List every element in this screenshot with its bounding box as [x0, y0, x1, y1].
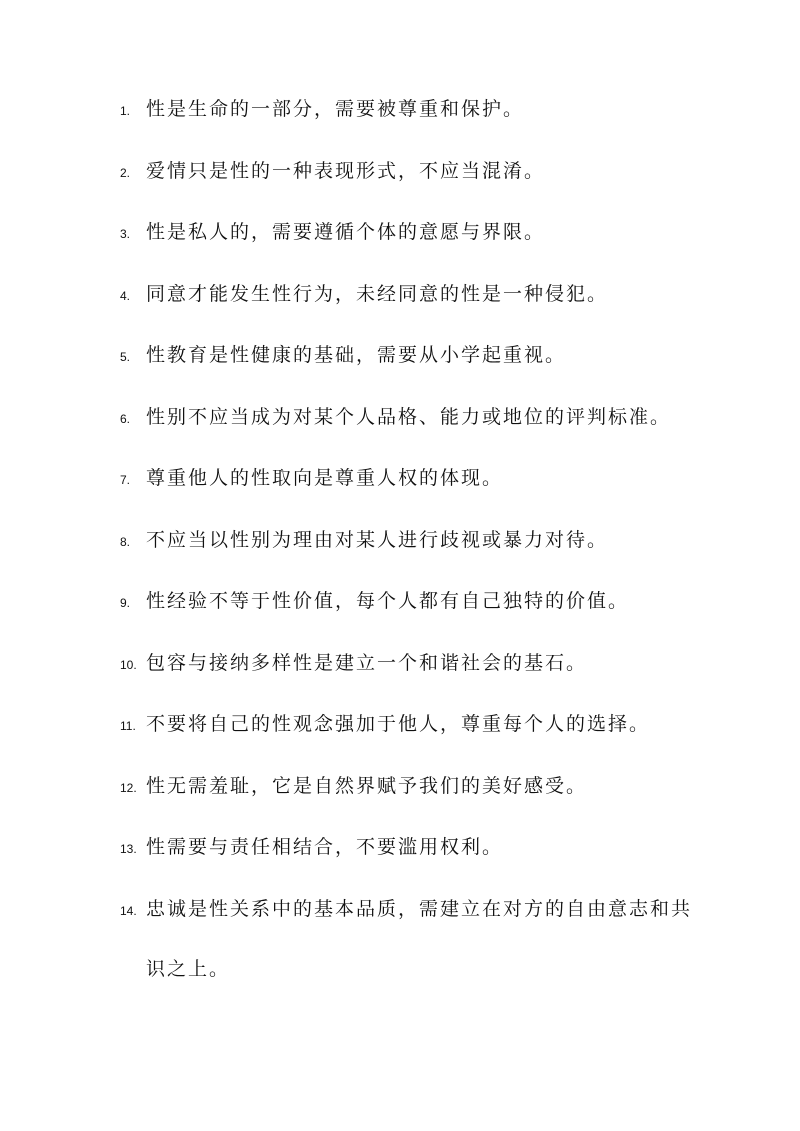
item-text: 性无需羞耻，它是自然界赋予我们的美好感受。: [146, 774, 588, 797]
list-item: [120, 276, 720, 312]
item-text: 性别不应当成为对某个人品格、能力或地位的评判标准。: [146, 405, 672, 428]
item-text: 性经验不等于性价值，每个人都有自己独特的价值。: [146, 590, 630, 612]
numbered-list: [120, 91, 720, 1012]
list-item: [120, 522, 720, 558]
item-number: 5.: [120, 350, 131, 364]
item-number: 4.: [120, 288, 131, 303]
item-text: 同意才能发生性行为，未经同意的性是一种侵犯。: [146, 282, 609, 305]
list-item: [120, 214, 720, 250]
item-number: 13.: [120, 842, 137, 856]
item-text: 不应当以性别为理由对某人进行歧视或暴力对待。: [146, 528, 609, 551]
item-text: 尊重他人的性取向是尊重人权的体现。: [146, 467, 504, 489]
item-number: 1.: [120, 104, 131, 118]
item-text: 性需要与责任相结合，不要滥用权利。: [146, 836, 504, 858]
list-item: [120, 583, 720, 619]
item-text: 不要将自己的性观念强加于他人，尊重每个人的选择。: [146, 713, 651, 735]
item-text: 爱情只是性的一种表现形式，不应当混淆。: [146, 159, 546, 182]
item-number: 8.: [120, 534, 131, 549]
item-number: 12.: [120, 780, 137, 795]
list-item: [120, 460, 720, 496]
item-text: 包容与接纳多样性是建立一个和谐社会的基石。: [146, 651, 588, 674]
item-number: 2.: [120, 165, 131, 180]
item-number: 3.: [120, 227, 131, 241]
list-item: [120, 891, 720, 987]
item-number: 6.: [120, 411, 131, 426]
list-item: [120, 337, 720, 373]
list-item: [120, 153, 720, 189]
item-text: 性是生命的一部分，需要被尊重和保护。: [146, 98, 525, 120]
item-text: 性教育是性健康的基础，需要从小学起重视。: [146, 344, 567, 366]
list-item: [120, 91, 720, 127]
item-number: 14.: [120, 903, 137, 918]
item-text: 忠诚是性关系中的基本品质，需建立在对方的自由意志和共: [146, 897, 693, 920]
item-text-continuation: 识之上。: [146, 957, 231, 980]
item-number: 10.: [120, 657, 137, 672]
list-item: [120, 829, 720, 865]
list-item: [120, 768, 720, 804]
item-number: 7.: [120, 473, 131, 487]
item-text: 性是私人的，需要遵循个体的意愿与界限。: [146, 221, 546, 243]
item-number: 11.: [120, 719, 136, 733]
item-number: 9.: [120, 596, 131, 610]
list-item: [120, 399, 720, 435]
list-item: [120, 645, 720, 681]
list-item: [120, 706, 720, 742]
